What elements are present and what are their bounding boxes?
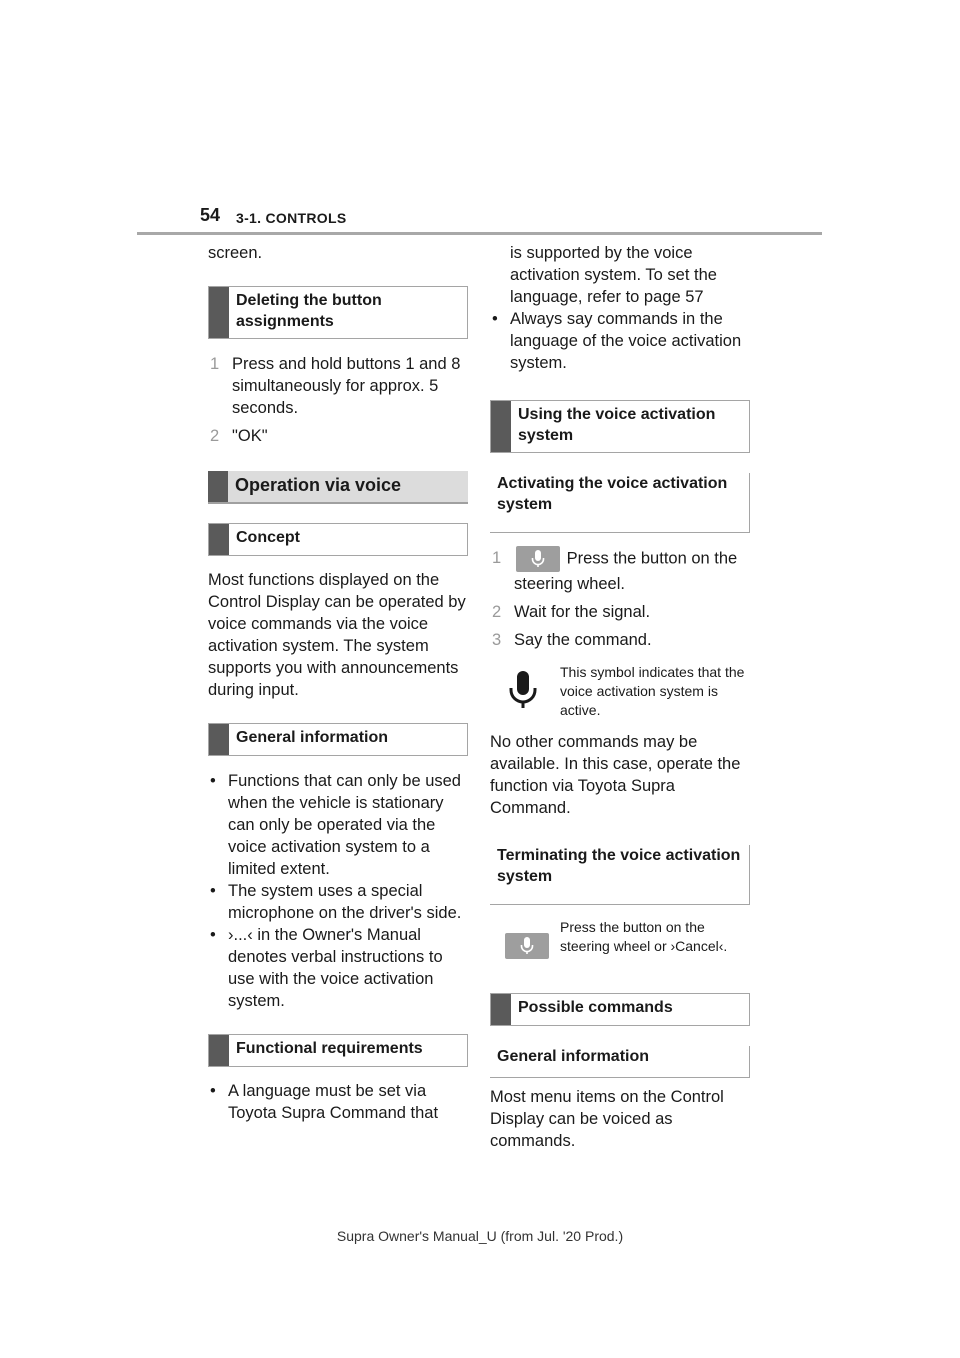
list-item: • The system uses a special microphone on the driver's side. — [208, 880, 470, 924]
step-text: "OK" — [232, 427, 268, 445]
page-number: 54 — [200, 205, 221, 225]
step-number: 2 — [210, 427, 220, 445]
step-text: Wait for the signal. — [514, 603, 651, 621]
general-info-label: General information — [236, 729, 389, 746]
general-info-list — [208, 770, 470, 1012]
step-item — [208, 425, 470, 447]
possible-commands-label: Possible commands — [518, 999, 673, 1016]
list-item: • Always say commands in the language of the voice activation system. — [490, 308, 752, 374]
step-item — [208, 353, 470, 419]
general-info-subheading — [490, 1046, 750, 1078]
functional-requirements-heading — [208, 1034, 468, 1067]
voice-button — [516, 546, 560, 572]
concept-heading — [208, 523, 468, 556]
concept-text: Most functions displayed on the Control Display can be operated by voice commands via the voice activation system. The system supports you with announcements during input. — [208, 571, 466, 699]
step-item — [490, 601, 752, 623]
left-column — [208, 240, 470, 1124]
terminating-note — [490, 913, 752, 975]
step-number: 1 — [492, 549, 502, 567]
deleting-assignments-label: Deleting the button assignments — [236, 292, 382, 330]
section-title-bar — [208, 471, 468, 504]
step-item — [490, 629, 752, 651]
general-info-sub-label: General information — [497, 1048, 650, 1065]
voice-active-note — [490, 663, 752, 719]
list-item: • ›...‹ in the Owner's Manual denotes verbal instructions to use with the voice activation system. — [208, 924, 470, 1012]
concept-label: Concept — [236, 529, 300, 546]
note-text: This symbol indicates that the voice activation system is active. — [560, 664, 745, 718]
step-number: 2 — [492, 603, 502, 621]
step-number: 1 — [210, 355, 220, 373]
list-item: • Functions that can only be used when the vehicle is stationary can only be operated via the voice activation system to a limited extent. — [208, 770, 470, 880]
voice-button — [505, 933, 549, 959]
menu-items-text: Most menu items on the Control Display can be voiced as commands. — [490, 1088, 724, 1150]
footer-text: Supra Owner's Manual_U (from Jul. '20 Prod.) — [336, 1228, 624, 1244]
activating-label: Activating the voice activation system — [497, 475, 728, 513]
right-column — [490, 240, 752, 1152]
header-rule — [137, 232, 822, 235]
microphone-icon — [520, 937, 534, 955]
step-item — [490, 546, 752, 597]
step-text: Press and hold buttons 1 and 8 simultaneously for approx. 5 seconds. — [232, 355, 461, 417]
chapter-title: 3-1. CONTROLS — [236, 210, 347, 226]
step-text: Say the command. — [514, 631, 652, 649]
activating-subheading — [490, 473, 750, 533]
microphone-icon — [508, 671, 538, 709]
step-text: Press the button on the steering wheel. — [514, 549, 738, 593]
intro-text: screen. — [208, 244, 263, 262]
deleting-assignments-heading — [208, 286, 468, 339]
note-text: Press the button on the steering wheel or ›Cancel‹. — [560, 919, 728, 954]
no-commands-text: No other commands may be available. In this case, operate the function via Toyota Supra Command. — [490, 733, 741, 817]
general-info-heading — [208, 723, 468, 756]
microphone-icon — [531, 550, 545, 568]
terminating-subheading — [490, 845, 750, 905]
section-title: Operation via voice — [235, 475, 402, 495]
step-number: 3 — [492, 631, 502, 649]
terminating-label: Terminating the voice activation system — [497, 847, 741, 885]
list-item: • A language must be set via Toyota Supra Command that — [208, 1080, 470, 1124]
using-voice-label: Using the voice activation system — [518, 406, 716, 444]
possible-commands-heading — [490, 993, 750, 1026]
continued-text: is supported by the voice activation system. To set the language, refer to page 57 — [510, 244, 717, 306]
functional-requirements-label: Functional requirements — [236, 1040, 423, 1057]
using-voice-heading — [490, 400, 750, 453]
